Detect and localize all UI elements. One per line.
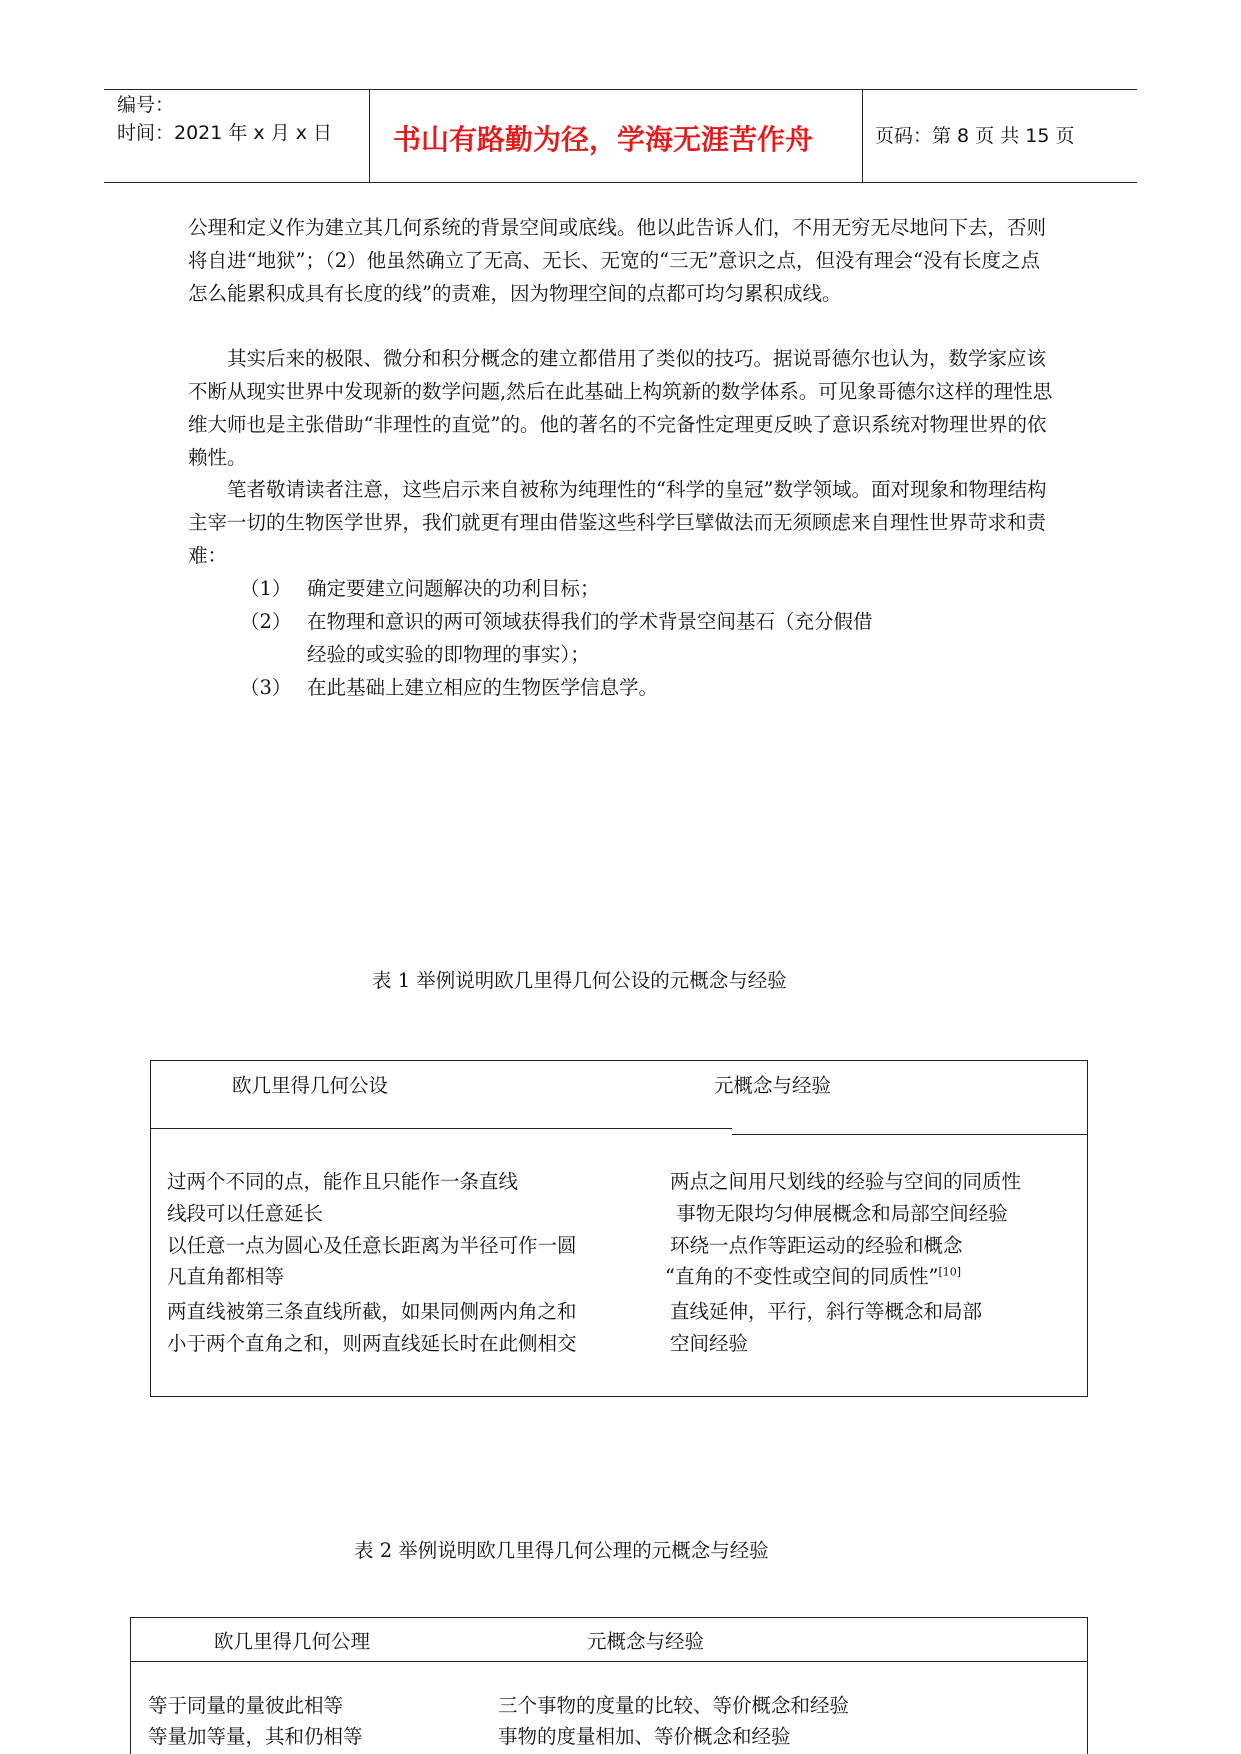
table-1-right-border <box>1087 1060 1088 1397</box>
table-1-col1-header: 欧几里得几何公设 <box>232 1074 389 1097</box>
list-item-text: 在此基础上建立相应的生物医学信息学。 <box>307 676 659 699</box>
table-1-caption: 表 1 举例说明欧几里得几何公设的元概念与经验 <box>372 969 787 992</box>
table-1-left-line: 以任意一点为圆心及任意长距离为半径可作一圆 <box>167 1234 577 1257</box>
table-1-bottom-border <box>150 1396 1088 1397</box>
table-2-left-line: 等于同量的量彼此相等 <box>148 1694 344 1717</box>
table-1-right-line-cited <box>665 1261 961 1293</box>
list-item-number: （1） <box>240 577 292 600</box>
list-item-number: （3） <box>240 676 292 699</box>
serial-number-label: 编号： <box>117 94 175 116</box>
table-1-right-line: 空间经验 <box>670 1332 749 1355</box>
table-1-left-border <box>150 1060 151 1397</box>
table-1-right-line: “直角的不变性或空间的同质性” <box>665 1265 939 1288</box>
paragraph-2: 其实后来的极限、微分和积分概念的建立都借用了类似的技巧。据说哥德尔也认为，数学家应该不断从现实世界中发现新的数学问题,然后在此基础上构筑新的数学体系。可见象哥德尔这样的理性思维大师也是主张借助“非理性的直觉”的。他的著名的不完备性定理更反映了意识系统对物理世界的依赖性。 <box>188 347 1053 469</box>
table-2-col2-header: 元概念与经验 <box>587 1630 705 1653</box>
table-2-top-border <box>130 1617 1088 1618</box>
table-2-right-border <box>1087 1617 1088 1754</box>
table-1-left-line: 两直线被第三条直线所截，如果同侧两内角之和 <box>167 1300 577 1323</box>
date-text: 时间：2021 年 x 月 x 日 <box>117 122 333 144</box>
table-2-right-line: 事物的度量相加、等价概念和经验 <box>498 1725 791 1748</box>
table-1-right-line: 两点之间用尺划线的经验与空间的同质性 <box>670 1170 1022 1193</box>
table-1-left-line: 线段可以任意延长 <box>167 1202 324 1225</box>
table-1-right-line: 环绕一点作等距运动的经验和概念 <box>670 1234 963 1257</box>
table-2-left-line: 等量加等量，其和仍相等 <box>148 1725 363 1748</box>
header-motto: 书山有路勤为径，学海无涯苦作舟 <box>393 123 814 156</box>
paragraph-3: 笔者敬请读者注意，这些启示来自被称为纯理性的“科学的皇冠”数学领域。面对现象和物理结构主宰一切的生物医学世界，我们就更有理由借鉴这些科学巨擘做法而无须顾虑来自理性世界苛求和责难： <box>188 478 1047 567</box>
paragraph-1: 公理和定义作为建立其几何系统的背景空间或底线。他以此告诉人们，不用无穷无尽地问下去，否则将自进“地狱”；（2）他虽然确立了无高、无长、无宽的“三无”意识之点，但没有理会“没有长度之点怎么能累积成具有长度的线”的责难，因为物理空间的点都可均匀累积成线。 <box>188 216 1047 305</box>
table-1-header-rule-left <box>150 1128 732 1129</box>
table-1-col2-header: 元概念与经验 <box>714 1074 832 1097</box>
table-2-left-border <box>130 1617 131 1754</box>
page-info: 页码：第 8 页 共 15 页 <box>875 125 1075 147</box>
table-1-left-line: 凡直角都相等 <box>167 1265 285 1288</box>
table-2-right-line: 三个事物的度量的比较、等价概念和经验 <box>498 1694 850 1717</box>
header-top-rule <box>104 89 1137 90</box>
table-1-left-line: 小于两个直角之和，则两直线延长时在此侧相交 <box>167 1332 577 1355</box>
header-bottom-rule <box>104 182 1137 183</box>
table-1-left-line: 过两个不同的点，能作且只能作一条直线 <box>167 1170 519 1193</box>
citation-marker: [10] <box>938 1265 962 1279</box>
table-2-caption: 表 2 举例说明欧几里得几何公理的元概念与经验 <box>354 1539 769 1562</box>
table-2-header-rule <box>130 1661 1088 1662</box>
table-1-right-line: 事物无限均匀伸展概念和局部空间经验 <box>670 1202 1008 1225</box>
list-item-text: 在物理和意识的两可领域获得我们的学术背景空间基石（充分假借经验的或实验的即物理的事实）； <box>307 610 873 666</box>
header-divider-left <box>369 89 370 183</box>
table-2-col1-header: 欧几里得几何公理 <box>214 1630 371 1653</box>
header-divider-right <box>862 89 863 183</box>
table-1-right-line: 直线延伸，平行，斜行等概念和局部 <box>670 1300 983 1323</box>
list-item-number: （2） <box>240 610 292 633</box>
table-1-header-rule-right <box>732 1134 1088 1135</box>
table-1-top-border <box>150 1060 1088 1061</box>
list-item-text: 确定要建立问题解决的功利目标； <box>307 577 600 600</box>
